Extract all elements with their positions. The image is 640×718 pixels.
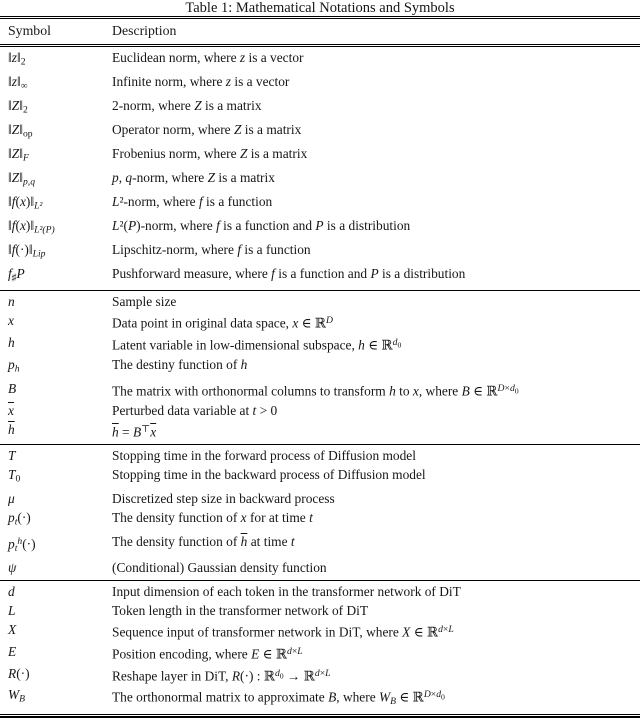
math-segment: B — [390, 696, 397, 708]
math-segment: Input dimension of each token in the transformer network of DiT — [112, 583, 461, 599]
description-cell — [112, 420, 640, 442]
math-segment: f — [216, 217, 220, 233]
math-segment: The orthonormal matrix to approximate — [112, 689, 329, 705]
math-segment: ‖ — [8, 121, 12, 137]
math-segment: h — [240, 356, 248, 372]
math-segment: 2-norm, where — [112, 97, 195, 113]
math-segment: $\overline{x}$ — [8, 402, 14, 418]
math-segment: , — [118, 169, 126, 185]
math-segment: d — [287, 645, 292, 657]
table-row — [0, 120, 640, 144]
math-segment: Z — [207, 169, 216, 185]
symbol-cell — [0, 264, 112, 288]
math-segment: at time — [247, 534, 291, 550]
math-segment: ∈ ℝ — [259, 646, 288, 662]
symbol-cell — [0, 401, 112, 420]
math-segment: T — [8, 447, 16, 463]
math-segment: ‖ — [8, 73, 12, 89]
math-segment: ∈ ℝ — [364, 337, 393, 353]
math-segment: L — [112, 193, 120, 209]
math-segment: W — [379, 689, 391, 705]
math-segment: ♯ — [11, 272, 17, 284]
math-segment: d — [274, 667, 280, 679]
math-segment: ² — [119, 193, 124, 209]
math-segment: Frobenius norm, where — [112, 145, 240, 161]
column-header-description: Description — [112, 23, 177, 38]
description-cell — [112, 311, 640, 333]
math-segment: ‖ — [16, 50, 21, 65]
description-cell — [112, 582, 640, 601]
description-cell — [112, 532, 640, 558]
math-segment: h — [358, 337, 365, 353]
math-segment: q — [125, 169, 133, 185]
description-cell — [112, 620, 640, 642]
math-segment: Lipschitz-norm, where — [112, 241, 238, 257]
math-segment: B — [132, 424, 142, 440]
math-segment: D — [423, 689, 431, 701]
table-row — [0, 311, 640, 333]
math-segment: Position encoding, where — [112, 646, 252, 662]
symbol-cell — [0, 508, 112, 532]
math-segment: x — [292, 315, 299, 331]
description-cell — [112, 48, 640, 72]
math-segment: d — [8, 583, 15, 599]
symbol-cell — [0, 489, 112, 508]
table-section — [0, 291, 640, 444]
symbol-cell — [0, 48, 112, 72]
math-segment: T — [8, 466, 16, 482]
math-segment: ∈ ℝ — [396, 689, 424, 705]
math-segment: for at time — [246, 510, 310, 526]
symbol-cell — [0, 333, 112, 355]
symbol-cell — [0, 192, 112, 216]
description-cell — [112, 72, 640, 96]
math-segment: (·) — [22, 536, 36, 552]
description-cell — [112, 558, 640, 577]
math-segment: L — [112, 217, 120, 233]
math-segment: Sample size — [112, 293, 177, 309]
table-row — [0, 264, 640, 288]
math-segment: z — [239, 50, 246, 65]
math-segment: x — [240, 510, 247, 526]
symbol-cell — [0, 355, 112, 379]
math-segment: B — [328, 689, 337, 705]
math-segment: t — [14, 543, 18, 555]
math-segment: ∞ — [20, 80, 28, 92]
table-row — [0, 144, 640, 168]
math-segment: )-norm, where — [136, 217, 217, 233]
math-segment: ψ — [8, 560, 17, 576]
math-segment: t — [290, 534, 295, 550]
table-row — [0, 72, 640, 96]
math-segment: Pushforward measure, where — [112, 265, 272, 281]
math-segment: D — [326, 315, 333, 327]
table-row — [0, 465, 640, 489]
math-segment: f — [11, 241, 16, 257]
table-row — [0, 216, 640, 240]
math-segment: p — [8, 510, 15, 526]
math-segment: ‖ — [19, 145, 23, 161]
description-cell — [112, 240, 640, 264]
math-segment: (·) — [17, 510, 31, 526]
description-cell — [112, 446, 640, 465]
math-segment: × — [430, 689, 437, 701]
symbol-cell — [0, 168, 112, 192]
math-segment: $\overline{h}$ — [240, 534, 248, 550]
math-segment: is a distribution — [323, 217, 411, 233]
math-segment: p — [112, 169, 119, 185]
math-segment: Z — [11, 169, 20, 185]
table-row — [0, 240, 640, 264]
math-segment: ‖ — [8, 169, 12, 185]
symbol-cell — [0, 292, 112, 311]
table-row — [0, 401, 640, 420]
math-segment: )‖ — [25, 217, 35, 233]
math-segment: Z — [233, 121, 242, 137]
description-cell — [112, 401, 640, 420]
symbol-cell — [0, 240, 112, 264]
math-segment: ⊤ — [141, 423, 151, 435]
table-row — [0, 333, 640, 355]
symbol-cell — [0, 311, 112, 333]
math-segment: F — [22, 152, 29, 164]
math-segment: D — [497, 382, 505, 394]
math-segment: Z — [11, 121, 20, 137]
description-cell — [112, 465, 640, 489]
math-segment: Z — [11, 145, 20, 161]
table-row — [0, 446, 640, 465]
math-segment: f — [271, 265, 275, 281]
math-segment: -norm, where — [123, 193, 199, 209]
math-segment: ‖ — [8, 241, 12, 257]
math-segment: ∈ ℝ — [410, 624, 439, 640]
math-segment: ∈ ℝ — [298, 315, 327, 331]
math-segment: The density function of — [112, 534, 241, 550]
math-segment: Infinite norm, where — [112, 73, 226, 89]
table-section — [0, 445, 640, 580]
symbol-cell — [0, 420, 112, 442]
description-cell — [112, 508, 640, 532]
table-header — [0, 19, 640, 44]
math-segment: h — [389, 383, 396, 398]
math-segment: Euclidean norm, where — [112, 50, 240, 65]
math-segment: (·)‖ — [15, 241, 33, 257]
math-segment: Lip — [32, 248, 46, 260]
table-row — [0, 96, 640, 120]
table-caption: Table 1: Mathematical Notations and Symbols — [185, 0, 455, 16]
math-segment: 0 — [441, 693, 445, 703]
symbol-cell — [0, 664, 112, 686]
table-row — [0, 620, 640, 642]
column-header-symbol: Symbol — [8, 23, 51, 38]
math-segment: 0 — [279, 671, 284, 681]
math-segment: z — [11, 50, 17, 65]
math-segment: ²( — [119, 217, 128, 233]
math-segment: )‖ — [25, 193, 35, 209]
math-segment: E — [8, 643, 17, 659]
math-segment: Data point in original data space, — [112, 315, 293, 331]
table-section — [0, 47, 640, 290]
table-row — [0, 642, 640, 664]
math-segment: is a vector — [245, 50, 304, 65]
math-segment: ‖ — [19, 169, 23, 185]
math-segment: Latent variable in low-dimensional subspace, — [112, 337, 359, 353]
description-cell — [112, 216, 640, 240]
symbol-cell — [0, 532, 112, 558]
description-cell — [112, 642, 640, 664]
description-cell — [112, 264, 640, 288]
math-segment: × — [319, 667, 326, 679]
table-row — [0, 355, 640, 379]
math-segment: Token length in the transformer network of DiT — [112, 602, 369, 618]
math-segment: The destiny function of — [112, 356, 241, 372]
math-segment: L — [448, 624, 454, 636]
table-row — [0, 292, 640, 311]
table-row — [0, 48, 640, 72]
math-segment: ‖ — [8, 50, 12, 65]
math-segment: L — [8, 602, 16, 618]
math-segment: is a matrix — [215, 169, 275, 185]
table-row — [0, 601, 640, 620]
symbol-cell — [0, 601, 112, 620]
math-segment: Z — [11, 97, 20, 113]
math-segment: The density function of — [112, 510, 241, 526]
symbol-cell — [0, 379, 112, 401]
math-segment: h — [17, 536, 23, 548]
math-segment: 2 — [20, 56, 26, 68]
math-segment: Stopping time in the backward process of Diffusion model — [112, 466, 426, 482]
math-segment: $\overline{h}$ — [8, 421, 15, 437]
math-segment: ‖ — [8, 217, 12, 233]
math-segment: f — [237, 241, 242, 257]
math-segment: P — [370, 265, 379, 281]
description-cell — [112, 489, 640, 508]
math-segment: is a matrix — [201, 97, 262, 113]
table-row — [0, 379, 640, 401]
math-segment: f — [198, 193, 203, 209]
math-segment: p — [8, 536, 15, 552]
math-segment: 2 — [22, 104, 28, 116]
table-row — [0, 489, 640, 508]
math-segment: d — [436, 689, 442, 701]
math-segment: , where — [336, 689, 380, 705]
math-segment: x — [8, 313, 14, 329]
math-segment: B — [19, 694, 26, 706]
description-cell — [112, 355, 640, 379]
description-cell — [112, 120, 640, 144]
math-segment: Reshape layer in DiT, — [112, 667, 232, 683]
math-segment: x — [19, 217, 26, 233]
math-segment: h — [8, 334, 15, 350]
table-row — [0, 532, 640, 558]
math-segment: $\overline{h}$ — [112, 424, 119, 440]
math-segment: B — [461, 383, 470, 398]
math-segment: $\overline{x}$ — [150, 424, 157, 440]
description-cell — [112, 685, 640, 711]
math-segment: ‖ — [19, 121, 23, 137]
math-segment: 0 — [397, 340, 402, 350]
description-cell — [112, 192, 640, 216]
math-segment: is a function and — [274, 265, 371, 281]
math-segment: ‖ — [16, 73, 21, 89]
math-segment: is a vector — [231, 73, 290, 89]
math-segment: d — [509, 382, 515, 394]
math-segment: → ℝ — [283, 667, 315, 683]
symbol-cell — [0, 446, 112, 465]
math-segment: f — [8, 265, 12, 281]
math-segment: is a distribution — [378, 265, 466, 281]
math-segment: 0 — [514, 386, 519, 396]
table-row — [0, 558, 640, 577]
math-segment: x — [19, 193, 26, 209]
math-segment: W — [8, 687, 20, 703]
table-row — [0, 685, 640, 711]
math-segment: ‖ — [8, 145, 12, 161]
table-row — [0, 582, 640, 601]
description-cell — [112, 664, 640, 686]
math-segment: z — [225, 73, 231, 89]
description-cell — [112, 96, 640, 120]
math-segment: t — [309, 510, 313, 526]
math-segment: f — [11, 217, 16, 233]
math-segment: z — [11, 73, 17, 89]
math-segment: to — [395, 383, 413, 398]
math-segment: t — [14, 516, 18, 528]
math-segment: R — [231, 667, 241, 683]
description-cell — [112, 292, 640, 311]
math-segment: L² — [34, 200, 43, 212]
symbol-cell — [0, 465, 112, 489]
math-segment: B — [8, 380, 17, 396]
math-segment: ∈ ℝ — [469, 383, 498, 398]
symbol-cell — [0, 558, 112, 577]
table-body — [0, 47, 640, 714]
math-segment: (Conditional) Gaussian density function — [112, 560, 327, 576]
math-segment: 0 — [15, 473, 21, 485]
math-segment: is a matrix — [247, 145, 308, 161]
math-segment: μ — [8, 490, 15, 506]
description-cell — [112, 601, 640, 620]
math-segment: ‖ — [8, 97, 12, 113]
table-section — [0, 581, 640, 714]
description-cell — [112, 333, 640, 355]
math-segment: p — [8, 356, 15, 372]
symbol-cell — [0, 685, 112, 711]
math-segment: The matrix with orthonormal columns to transform — [112, 383, 390, 398]
bottom-rule — [0, 714, 640, 718]
math-segment: -norm, where — [132, 169, 208, 185]
symbol-cell — [0, 120, 112, 144]
math-segment: p,q — [22, 176, 36, 188]
math-segment: (·) : ℝ — [240, 667, 275, 683]
math-segment: P — [127, 217, 137, 233]
math-segment: Z — [239, 145, 248, 161]
math-segment: ( — [15, 193, 20, 209]
math-segment: > 0 — [256, 402, 278, 418]
math-segment: op — [22, 128, 33, 140]
description-cell — [112, 144, 640, 168]
math-segment: × — [291, 645, 298, 657]
math-segment: × — [442, 624, 449, 636]
math-segment: × — [504, 382, 510, 394]
math-segment: ‖ — [19, 97, 23, 113]
math-segment: = — [118, 424, 133, 440]
symbol-cell — [0, 642, 112, 664]
math-segment: Sequence input of transformer network in DiT, where — [112, 624, 403, 640]
math-segment: is a function — [241, 241, 311, 257]
math-segment: t — [252, 402, 257, 418]
math-segment: ‖ — [8, 193, 12, 209]
symbol-cell — [0, 72, 112, 96]
math-segment: Z — [194, 97, 202, 113]
math-segment: Perturbed data variable at — [112, 402, 253, 418]
math-segment: d — [392, 336, 398, 348]
table-row — [0, 168, 640, 192]
math-segment: Discretized step size in backward process — [112, 490, 335, 506]
math-segment: X — [402, 624, 411, 640]
math-segment: Operator norm, where — [112, 121, 234, 137]
math-segment: L — [325, 667, 331, 679]
symbol-cell — [0, 96, 112, 120]
math-segment: h — [14, 363, 20, 375]
math-segment: (·) — [16, 665, 30, 681]
math-segment: is a matrix — [241, 121, 302, 137]
math-segment: E — [251, 646, 260, 662]
table-row — [0, 508, 640, 532]
math-segment: Stopping time in the forward process of Diffusion model — [112, 447, 416, 463]
table-row — [0, 192, 640, 216]
math-segment: P — [315, 217, 324, 233]
math-segment: is a function — [202, 193, 273, 209]
math-segment: x — [412, 383, 419, 398]
math-segment: ( — [15, 217, 20, 233]
table-row — [0, 420, 640, 442]
math-segment: X — [8, 622, 17, 638]
math-segment: n — [8, 293, 15, 309]
description-cell — [112, 168, 640, 192]
math-segment: L²(P) — [34, 224, 55, 236]
symbol-cell — [0, 582, 112, 601]
description-cell — [112, 379, 640, 401]
symbol-cell — [0, 216, 112, 240]
math-segment: is a function and — [219, 217, 316, 233]
symbol-cell — [0, 144, 112, 168]
symbol-cell — [0, 620, 112, 642]
table-row — [0, 664, 640, 686]
math-segment: d — [438, 624, 443, 636]
math-segment: f — [11, 193, 16, 209]
math-segment: , where — [418, 383, 462, 398]
math-segment: L — [297, 645, 303, 657]
math-segment: P — [16, 265, 25, 281]
math-segment: R — [8, 665, 17, 681]
math-segment: d — [314, 667, 320, 679]
